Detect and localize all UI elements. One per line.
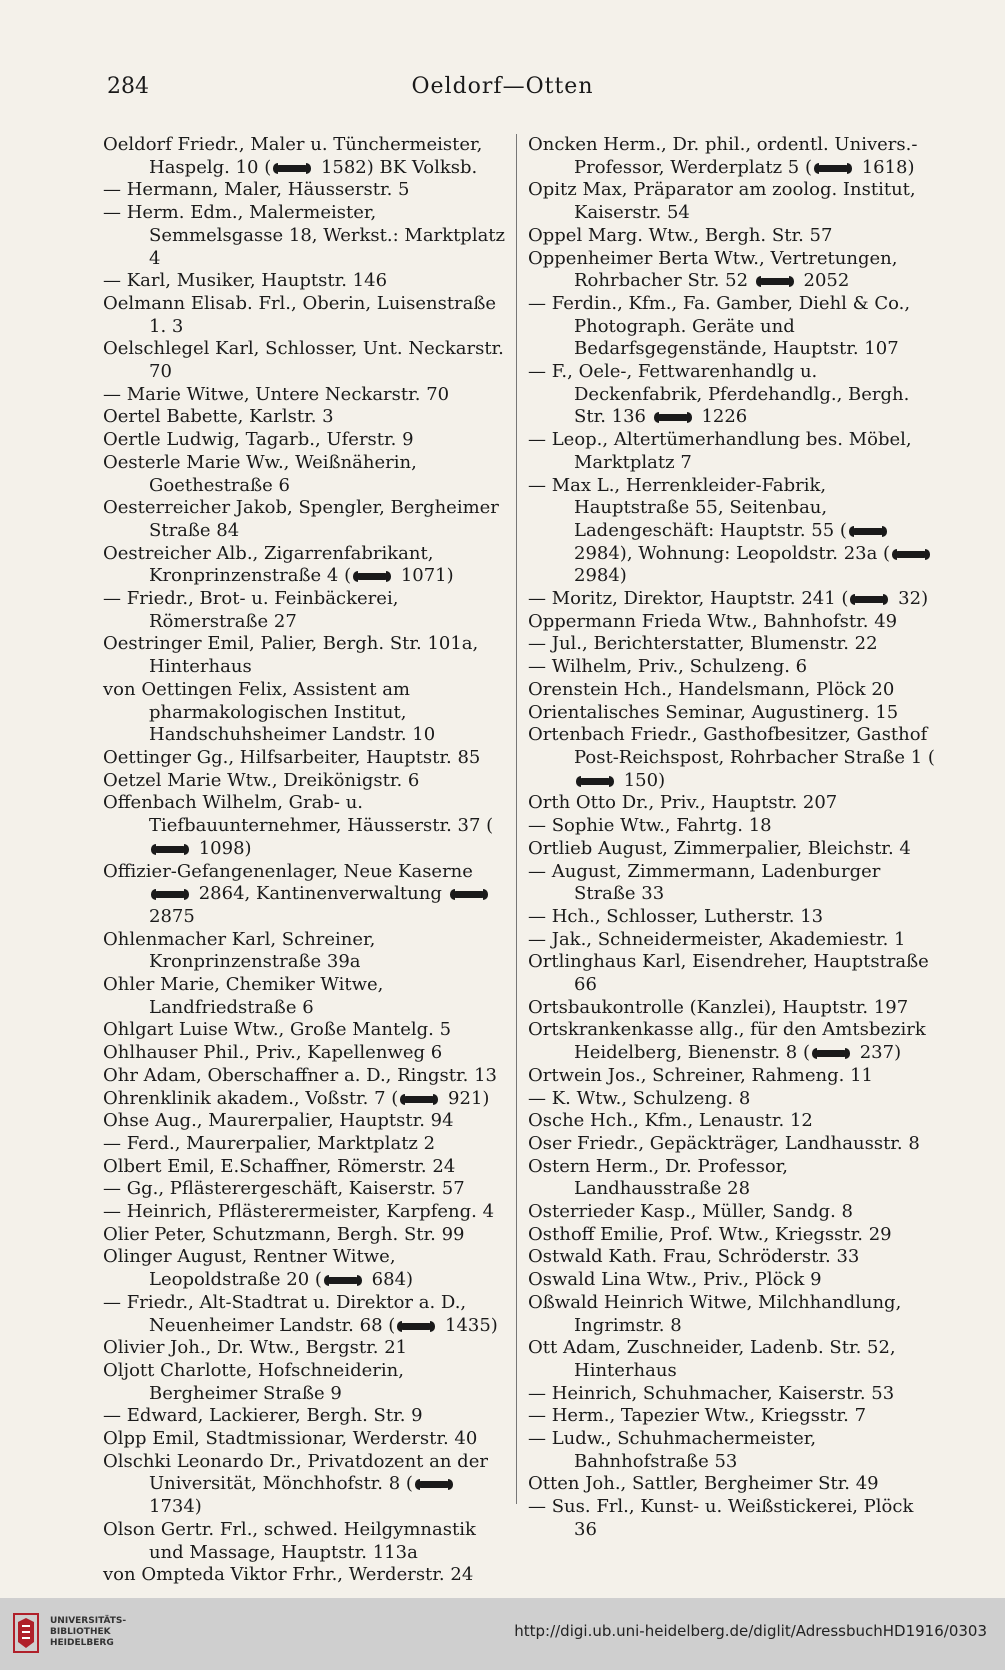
directory-entry: — Friedr., Alt-Stadtrat u. Direktor a. D., Neuenheimer Landstr. 68 ( 1435) <box>103 1291 498 1336</box>
running-title: Oeldorf—Otten <box>411 74 594 99</box>
directory-entry: Oesterle Marie Ww., Weißnäherin, Goethestraße 6 <box>103 451 417 496</box>
directory-entry: — K. Wtw., Schulzeng. 8 <box>528 1087 751 1109</box>
telephone-icon <box>400 1093 438 1105</box>
telephone-icon <box>849 525 887 537</box>
directory-entry: Ott Adam, Zuschneider, Ladenb. Str. 52, Hinterhaus <box>528 1337 896 1381</box>
directory-entry: — Moritz, Direktor, Hauptstr. 241 ( 32) <box>528 588 929 610</box>
directory-entry: Ortenbach Friedr., Gasthofbesitzer, Gasthof Post-Reichspost, Rohrbacher Straße 1 ( 150) <box>528 724 935 791</box>
directory-entry: Olpp Emil, Stadtmissionar, Werderstr. 40 <box>103 1428 478 1450</box>
right-column <box>528 134 940 1542</box>
directory-entry: Ohr Adam, Oberschaffner a. D., Ringstr. 13 <box>103 1064 497 1086</box>
telephone-icon <box>812 1047 850 1059</box>
library-name: UNIVERSITÄTS- BIBLIOTHEK HEIDELBERG <box>50 1616 127 1648</box>
directory-entry: Orenstein Hch., Handelsmann, Plöck 20 <box>528 678 895 700</box>
directory-entry: — Ferd., Maurerpalier, Marktplatz 2 <box>103 1132 436 1154</box>
directory-entry: Oelmann Elisab. Frl., Oberin, Luisenstraße 1. 3 <box>103 292 497 337</box>
directory-entry: Ortlinghaus Karl, Eisendreher, Hauptstraße 66 <box>528 951 929 996</box>
telephone-icon <box>151 843 189 855</box>
telephone-icon <box>756 275 794 287</box>
directory-entry: Oswald Lina Wtw., Priv., Plöck 9 <box>528 1269 822 1291</box>
directory-entry: — Max L., Herrenkleider-Fabrik, Hauptstraße 55, Seitenbau, Ladengeschäft: Hauptstr. 55 ( 2984), Wohnung: Leopoldstr. 23a ( 2984) <box>528 475 940 589</box>
directory-entry: — Leop., Altertümerhandlung bes. Möbel, Marktplatz 7 <box>528 429 912 473</box>
page-number: 284 <box>107 74 149 99</box>
directory-entry: — Heinrich, Schuhmacher, Kaiserstr. 53 <box>528 1382 895 1404</box>
directory-entry: Olivier Joh., Dr. Wtw., Bergstr. 21 <box>103 1337 408 1359</box>
directory-entry: Ortlieb August, Zimmerpalier, Bleichstr. 4 <box>528 837 911 859</box>
directory-entry: von Ompteda Viktor Frhr., Werderstr. 24 <box>103 1564 474 1586</box>
directory-entry: — Jul., Berichterstatter, Blumenstr. 22 <box>528 633 878 655</box>
directory-entry: Oetzel Marie Wtw., Dreikönigstr. 6 <box>103 769 420 791</box>
directory-entry: Oesterreicher Jakob, Spengler, Bergheimer Straße 84 <box>103 497 499 541</box>
telephone-icon <box>415 1478 453 1490</box>
directory-entry: — Heinrich, Pflästerermeister, Karpfeng. 4 <box>103 1201 495 1223</box>
directory-entry: — Gg., Pflästerergeschäft, Kaiserstr. 57 <box>103 1178 465 1200</box>
directory-entry: Orth Otto Dr., Priv., Hauptstr. 207 <box>528 792 838 814</box>
telephone-icon <box>814 162 852 174</box>
directory-entry: Osterrieder Kasp., Müller, Sandg. 8 <box>528 1201 853 1223</box>
telephone-icon <box>850 593 888 605</box>
directory-entry: Ohlenmacher Karl, Schreiner, Kronprinzenstraße 39a <box>103 928 376 973</box>
directory-entry: Oelschlegel Karl, Schlosser, Unt. Neckarstr. 70 <box>103 338 504 383</box>
directory-entry: Olinger August, Rentner Witwe, Leopoldstraße 20 ( 684) <box>103 1246 414 1291</box>
directory-entry: Oettinger Gg., Hilfsarbeiter, Hauptstr. 85 <box>103 746 481 768</box>
directory-entry: Olschki Leonardo Dr., Privatdozent an der Universität, Mönchhofstr. 8 ( 1734) <box>103 1450 488 1518</box>
directory-entry: Oestreicher Alb., Zigarrenfabrikant, Kronprinzenstraße 4 ( 1071) <box>103 542 454 587</box>
directory-entry: Opitz Max, Präparator am zoolog. Institut, Kaiserstr. 54 <box>528 179 916 224</box>
directory-entry: Olier Peter, Schutzmann, Bergh. Str. 99 <box>103 1223 465 1245</box>
directory-entry: Osche Hch., Kfm., Lenaustr. 12 <box>528 1110 813 1132</box>
directory-entry: Offizier-Gefangenenlager, Neue Kaserne 2864, Kantinenverwaltung 2875 <box>103 861 513 929</box>
directory-entry: — Edward, Lackierer, Bergh. Str. 9 <box>103 1405 423 1427</box>
directory-entry: Ohler Marie, Chemiker Witwe, Landfriedstraße 6 <box>103 974 384 1018</box>
telephone-icon <box>353 570 391 582</box>
directory-entry: Oser Friedr., Gepäckträger, Landhausstr. 8 <box>528 1132 920 1154</box>
directory-entry: Oeldorf Friedr., Maler u. Tünchermeister, Haspelg. 10 ( 1582) BK Volksb. <box>103 134 483 178</box>
telephone-icon <box>450 888 488 900</box>
directory-entry: Ostern Herm., Dr. Professor, Landhausstraße 28 <box>528 1155 789 1200</box>
directory-entry: Ohlgart Luise Wtw., Große Mantelg. 5 <box>103 1019 452 1041</box>
directory-entry: — Marie Witwe, Untere Neckarstr. 70 <box>103 383 450 405</box>
directory-entry: — Jak., Schneidermeister, Akademiestr. 1 <box>528 928 906 950</box>
directory-entry: Offenbach Wilhelm, Grab- u. Tiefbauunternehmer, Häusserstr. 37 ( 1098) <box>103 792 494 859</box>
directory-entry: Oljott Charlotte, Hofschneiderin, Bergheimer Straße 9 <box>103 1359 404 1404</box>
directory-entry: Osthoff Emilie, Prof. Wtw., Kriegsstr. 29 <box>528 1223 892 1245</box>
directory-entry: — Ludw., Schuhmachermeister, Bahnhofstraße 53 <box>528 1428 817 1472</box>
left-column <box>103 134 513 1587</box>
directory-entry: Oppel Marg. Wtw., Bergh. Str. 57 <box>528 224 833 246</box>
directory-entry: Ohlhauser Phil., Priv., Kapellenweg 6 <box>103 1042 443 1064</box>
directory-entry: — Karl, Musiker, Hauptstr. 146 <box>103 270 388 292</box>
directory-entry: Ohrenklinik akadem., Voßstr. 7 ( 921) <box>103 1087 490 1109</box>
directory-entry: Ostwald Kath. Frau, Schröderstr. 33 <box>528 1246 860 1268</box>
directory-entry: Ortsbaukontrolle (Kanzlei), Hauptstr. 197 <box>528 996 909 1018</box>
directory-entry: Oncken Herm., Dr. phil., ordentl. Univers.-Professor, Werderplatz 5 ( 1618) <box>528 134 918 178</box>
directory-entry: Oertel Babette, Karlstr. 3 <box>103 406 334 428</box>
directory-entry: — Herm., Tapezier Wtw., Kriegsstr. 7 <box>528 1405 867 1427</box>
directory-entry: — Sus. Frl., Kunst- u. Weißstickerei, Plöck 36 <box>528 1496 914 1540</box>
directory-entry: Orientalisches Seminar, Augustinerg. 15 <box>528 701 899 723</box>
directory-entry: — Sophie Wtw., Fahrtg. 18 <box>528 815 772 837</box>
column-divider <box>516 134 517 1504</box>
directory-entry: — Wilhelm, Priv., Schulzeng. 6 <box>528 656 808 678</box>
telephone-icon <box>273 162 311 174</box>
directory-entry: — F., Oele-, Fettwarenhandlg u. Deckenfabrik, Pferdehandlg., Bergh. Str. 136 1226 <box>528 361 910 428</box>
directory-entry: Oppermann Frieda Wtw., Bahnhofstr. 49 <box>528 610 898 632</box>
directory-entry: von Oettingen Felix, Assistent am pharmakologischen Institut, Handschuhsheimer Landstr. 10 <box>103 678 436 746</box>
footer-bar <box>0 1598 1005 1670</box>
directory-entry: Oestringer Emil, Palier, Bergh. Str. 101a, Hinterhaus <box>103 633 479 678</box>
telephone-icon <box>324 1274 362 1286</box>
directory-entry: — Hermann, Maler, Häusserstr. 5 <box>103 179 410 201</box>
directory-entry: Olbert Emil, E.Schaffner, Römerstr. 24 <box>103 1155 456 1177</box>
directory-entry: — Ferdin., Kfm., Fa. Gamber, Diehl & Co., Photograph. Geräte und Bedarfsgegenstände, Hauptstr. 107 <box>528 292 911 360</box>
directory-entry: Oßwald Heinrich Witwe, Milchhandlung, Ingrimstr. 8 <box>528 1291 902 1336</box>
directory-entry: — Herm. Edm., Malermeister, Semmelsgasse 18, Werkst.: Marktplatz 4 <box>103 202 506 269</box>
directory-entry: Oppenheimer Berta Wtw., Vertretungen, Rohrbacher Str. 52 2052 <box>528 247 898 292</box>
directory-entry: Otten Joh., Sattler, Bergheimer Str. 49 <box>528 1473 879 1495</box>
directory-entry: Ortskrankenkasse allg., für den Amtsbezirk Heidelberg, Bienenstr. 8 ( 237) <box>528 1019 926 1064</box>
directory-entry: — Friedr., Brot- u. Feinbäckerei, Römerstraße 27 <box>103 588 399 632</box>
telephone-icon <box>892 548 930 560</box>
directory-entry: — August, Zimmermann, Ladenburger Straße 33 <box>528 860 881 905</box>
directory-entry: Ortwein Jos., Schreiner, Rahmeng. 11 <box>528 1064 873 1086</box>
source-url-link[interactable]: http://digi.ub.uni-heidelberg.de/diglit/AdressbuchHD1916/0303 <box>514 1622 987 1640</box>
university-library-logo-icon <box>12 1612 40 1654</box>
telephone-icon <box>397 1320 435 1332</box>
directory-entry: — Hch., Schlosser, Lutherstr. 13 <box>528 905 824 927</box>
directory-entry: Ohse Aug., Maurerpalier, Hauptstr. 94 <box>103 1110 454 1132</box>
telephone-icon <box>576 775 614 787</box>
directory-entry: Oertle Ludwig, Tagarb., Uferstr. 9 <box>103 429 414 451</box>
directory-entry: Olson Gertr. Frl., schwed. Heilgymnastik und Massage, Hauptstr. 113a <box>103 1518 476 1563</box>
telephone-icon <box>654 411 692 423</box>
telephone-icon <box>151 888 189 900</box>
